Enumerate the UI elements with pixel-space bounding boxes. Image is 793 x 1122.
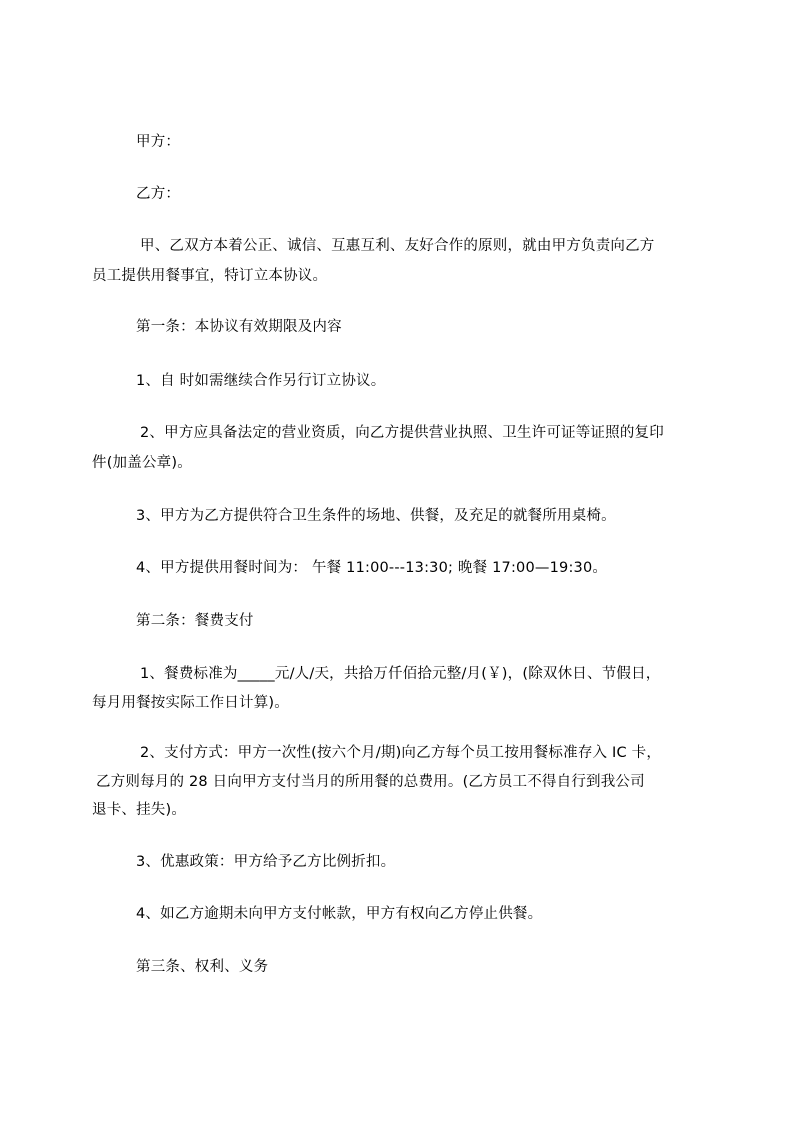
- article-1-title: 第一条：本协议有效期限及内容: [136, 319, 342, 335]
- article-3-title: 第三条、权利、义务: [136, 959, 269, 975]
- article-2-item-1-line-2: 每月用餐按实际工作日计算)。: [92, 695, 289, 711]
- article-1-item-2-line-1: 2、甲方应具备法定的营业资质，向乙方提供营业执照、卫生许可证等证照的复印: [140, 425, 664, 441]
- intro-paragraph-line-1: 甲、乙双方本着公正、诚信、互惠互利、友好合作的原则，就由甲方负责向乙方: [140, 238, 655, 254]
- article-1-item-3: 3、甲方为乙方提供符合卫生条件的场地、供餐，及充足的就餐所用桌椅。: [136, 508, 616, 524]
- article-2-item-2-line-2: 乙方则每月的 28 日向甲方支付当月的所用餐的总费用。(乙方员工不得自行到我公司: [96, 774, 645, 790]
- article-1-item-1: 1、自 时如需继续合作另行订立协议。: [136, 373, 386, 389]
- article-2-item-2-line-3: 退卡、挂失)。: [92, 802, 187, 818]
- article-2-title: 第二条：餐费支付: [136, 613, 254, 629]
- article-2-item-1-line-1: 1、餐费标准为_____元/人/天，共拾万仟佰拾元整/月(￥)，(除双休日、节假日，: [140, 666, 661, 682]
- intro-paragraph-line-2: 员工提供用餐事宜，特订立本协议。: [92, 268, 328, 284]
- article-1-item-4: 4、甲方提供用餐时间为： 午餐 11:00---13:30; 晚餐 17:00—19:30。: [136, 560, 608, 576]
- article-2-item-2-line-1: 2、支付方式：甲方一次性(按六个月/期)向乙方每个员工按用餐标准存入 IC 卡，: [140, 745, 662, 761]
- article-1-item-2-line-2: 件(加盖公章)。: [92, 455, 192, 471]
- article-2-item-4: 4、如乙方逾期未向甲方支付帐款，甲方有权向乙方停止供餐。: [136, 906, 543, 922]
- party-b-label: 乙方：: [136, 186, 181, 202]
- party-a-label: 甲方：: [136, 134, 181, 150]
- article-2-item-3: 3、优惠政策：甲方给予乙方比例折扣。: [136, 854, 396, 870]
